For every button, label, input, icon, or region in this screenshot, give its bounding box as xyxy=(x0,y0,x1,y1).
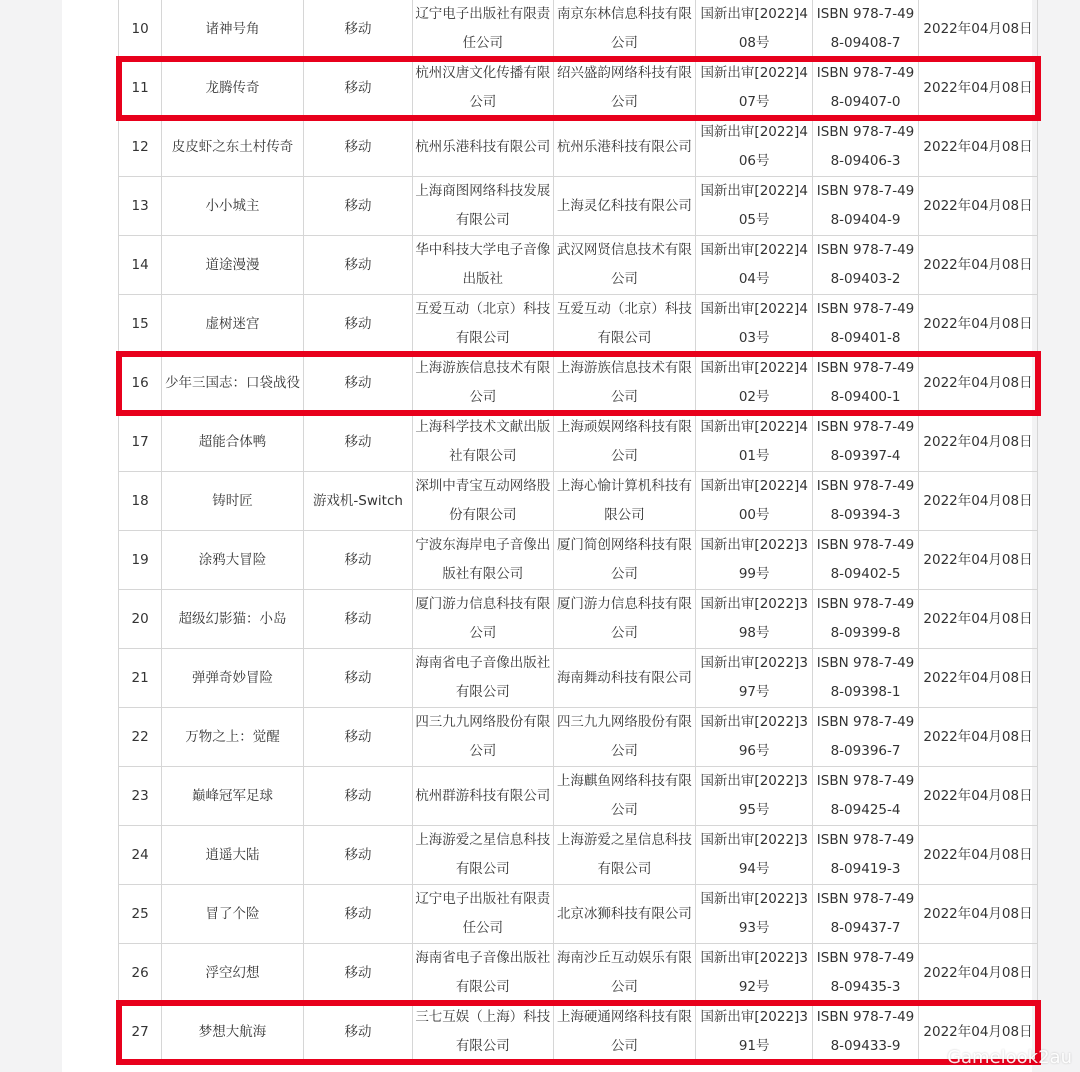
game-name-cell: 小小城主 xyxy=(162,177,304,236)
row-number-cell: 19 xyxy=(119,531,162,590)
approval-number-cell: 国新出审[2022]393号 xyxy=(696,885,813,944)
approval-date-cell: 2022年04月08日 xyxy=(919,1003,1038,1062)
approval-number-cell: 国新出审[2022]397号 xyxy=(696,649,813,708)
row-number-cell: 17 xyxy=(119,413,162,472)
platform-cell: 移动 xyxy=(303,118,412,177)
approval-date-cell: 2022年04月08日 xyxy=(919,472,1038,531)
table-row xyxy=(119,236,1038,295)
platform-cell: 移动 xyxy=(303,177,412,236)
isbn-cell: ISBN 978-7-498-09398-1 xyxy=(813,649,919,708)
approval-number-cell: 国新出审[2022]394号 xyxy=(696,826,813,885)
publisher-cell: 杭州群游科技有限公司 xyxy=(413,767,554,826)
game-name-cell: 诸神号角 xyxy=(162,0,304,59)
table-row xyxy=(119,590,1038,649)
isbn-cell: ISBN 978-7-498-09403-2 xyxy=(813,236,919,295)
platform-cell: 移动 xyxy=(303,59,412,118)
row-number-cell: 12 xyxy=(119,118,162,177)
platform-cell: 移动 xyxy=(303,295,412,354)
isbn-cell: ISBN 978-7-498-09397-4 xyxy=(813,413,919,472)
approval-date-cell: 2022年04月08日 xyxy=(919,885,1038,944)
table-row xyxy=(119,1003,1038,1062)
publisher-cell: 杭州乐港科技有限公司 xyxy=(413,118,554,177)
operator-cell: 北京冰狮科技有限公司 xyxy=(553,885,696,944)
operator-cell: 武汉网贤信息技术有限公司 xyxy=(553,236,696,295)
row-number-cell: 25 xyxy=(119,885,162,944)
row-number-cell: 23 xyxy=(119,767,162,826)
row-number-cell: 21 xyxy=(119,649,162,708)
row-number-cell: 11 xyxy=(119,59,162,118)
approval-date-cell: 2022年04月08日 xyxy=(919,944,1038,1003)
game-name-cell: 龙腾传奇 xyxy=(162,59,304,118)
game-name-cell: 涂鸦大冒险 xyxy=(162,531,304,590)
platform-cell: 移动 xyxy=(303,826,412,885)
table-row xyxy=(119,118,1038,177)
publisher-cell: 厦门游力信息科技有限公司 xyxy=(413,590,554,649)
approval-date-cell: 2022年04月08日 xyxy=(919,354,1038,413)
game-name-cell: 铸时匠 xyxy=(162,472,304,531)
row-number-cell: 14 xyxy=(119,236,162,295)
row-number-cell: 24 xyxy=(119,826,162,885)
operator-cell: 上海游爱之星信息科技有限公司 xyxy=(553,826,696,885)
approval-number-cell: 国新出审[2022]400号 xyxy=(696,472,813,531)
operator-cell: 上海麒鱼网络科技有限公司 xyxy=(553,767,696,826)
game-name-cell: 万物之上：觉醒 xyxy=(162,708,304,767)
isbn-cell: ISBN 978-7-498-09396-7 xyxy=(813,708,919,767)
isbn-cell: ISBN 978-7-498-09433-9 xyxy=(813,1003,919,1062)
operator-cell: 上海灵亿科技有限公司 xyxy=(553,177,696,236)
watermark-text: Gamelook2au xyxy=(947,1047,1072,1068)
game-name-cell: 皮皮虾之东土村传奇 xyxy=(162,118,304,177)
publisher-cell: 上海商图网络科技发展有限公司 xyxy=(413,177,554,236)
operator-cell: 四三九九网络股份有限公司 xyxy=(553,708,696,767)
publisher-cell: 四三九九网络股份有限公司 xyxy=(413,708,554,767)
game-name-cell: 虚树迷宫 xyxy=(162,295,304,354)
publisher-cell: 上海科学技术文献出版社有限公司 xyxy=(413,413,554,472)
platform-cell: 移动 xyxy=(303,531,412,590)
row-number-cell: 15 xyxy=(119,295,162,354)
table-body xyxy=(119,0,1038,1062)
table-row xyxy=(119,708,1038,767)
operator-cell: 互爱互动（北京）科技有限公司 xyxy=(553,295,696,354)
platform-cell: 移动 xyxy=(303,1003,412,1062)
isbn-cell: ISBN 978-7-498-09394-3 xyxy=(813,472,919,531)
approval-date-cell: 2022年04月08日 xyxy=(919,649,1038,708)
operator-cell: 厦门简创网络科技有限公司 xyxy=(553,531,696,590)
row-number-cell: 16 xyxy=(119,354,162,413)
publisher-cell: 互爱互动（北京）科技有限公司 xyxy=(413,295,554,354)
isbn-cell: ISBN 978-7-498-09400-1 xyxy=(813,354,919,413)
publisher-cell: 海南省电子音像出版社有限公司 xyxy=(413,944,554,1003)
platform-cell: 移动 xyxy=(303,413,412,472)
approval-date-cell: 2022年04月08日 xyxy=(919,826,1038,885)
approval-number-cell: 国新出审[2022]395号 xyxy=(696,767,813,826)
operator-cell: 上海心愉计算机科技有限公司 xyxy=(553,472,696,531)
publisher-cell: 华中科技大学电子音像出版社 xyxy=(413,236,554,295)
operator-cell: 上海顽娱网络科技有限公司 xyxy=(553,413,696,472)
row-number-cell: 20 xyxy=(119,590,162,649)
table-row xyxy=(119,413,1038,472)
approval-number-cell: 国新出审[2022]405号 xyxy=(696,177,813,236)
approval-number-cell: 国新出审[2022]403号 xyxy=(696,295,813,354)
operator-cell: 上海硬通网络科技有限公司 xyxy=(553,1003,696,1062)
approval-date-cell: 2022年04月08日 xyxy=(919,295,1038,354)
publisher-cell: 杭州汉唐文化传播有限公司 xyxy=(413,59,554,118)
isbn-cell: ISBN 978-7-498-09406-3 xyxy=(813,118,919,177)
publisher-cell: 上海游爱之星信息科技有限公司 xyxy=(413,826,554,885)
game-name-cell: 超能合体鸭 xyxy=(162,413,304,472)
isbn-cell: ISBN 978-7-498-09419-3 xyxy=(813,826,919,885)
operator-cell: 杭州乐港科技有限公司 xyxy=(553,118,696,177)
row-number-cell: 10 xyxy=(119,0,162,59)
table-row xyxy=(119,649,1038,708)
approval-number-cell: 国新出审[2022]404号 xyxy=(696,236,813,295)
row-number-cell: 22 xyxy=(119,708,162,767)
table-row xyxy=(119,944,1038,1003)
publisher-cell: 宁波东海岸电子音像出版社有限公司 xyxy=(413,531,554,590)
game-name-cell: 少年三国志：口袋战役 xyxy=(162,354,304,413)
approval-table-wrapper xyxy=(118,0,1038,1062)
game-approval-table xyxy=(118,0,1038,1062)
approval-number-cell: 国新出审[2022]406号 xyxy=(696,118,813,177)
isbn-cell: ISBN 978-7-498-09404-9 xyxy=(813,177,919,236)
approval-number-cell: 国新出审[2022]392号 xyxy=(696,944,813,1003)
game-name-cell: 梦想大航海 xyxy=(162,1003,304,1062)
platform-cell: 移动 xyxy=(303,649,412,708)
platform-cell: 移动 xyxy=(303,236,412,295)
approval-date-cell: 2022年04月08日 xyxy=(919,590,1038,649)
operator-cell: 绍兴盛韵网络科技有限公司 xyxy=(553,59,696,118)
table-row xyxy=(119,0,1038,59)
platform-cell: 移动 xyxy=(303,354,412,413)
game-name-cell: 冒了个险 xyxy=(162,885,304,944)
publisher-cell: 辽宁电子出版社有限责任公司 xyxy=(413,885,554,944)
isbn-cell: ISBN 978-7-498-09408-7 xyxy=(813,0,919,59)
approval-date-cell: 2022年04月08日 xyxy=(919,59,1038,118)
game-name-cell: 浮空幻想 xyxy=(162,944,304,1003)
operator-cell: 海南舞动科技有限公司 xyxy=(553,649,696,708)
isbn-cell: ISBN 978-7-498-09437-7 xyxy=(813,885,919,944)
table-row xyxy=(119,472,1038,531)
approval-number-cell: 国新出审[2022]402号 xyxy=(696,354,813,413)
row-number-cell: 27 xyxy=(119,1003,162,1062)
game-name-cell: 弹弹奇妙冒险 xyxy=(162,649,304,708)
operator-cell: 上海游族信息技术有限公司 xyxy=(553,354,696,413)
document-page xyxy=(62,0,1032,1072)
platform-cell: 移动 xyxy=(303,0,412,59)
publisher-cell: 上海游族信息技术有限公司 xyxy=(413,354,554,413)
game-name-cell: 巅峰冠军足球 xyxy=(162,767,304,826)
approval-date-cell: 2022年04月08日 xyxy=(919,531,1038,590)
row-number-cell: 26 xyxy=(119,944,162,1003)
platform-cell: 移动 xyxy=(303,767,412,826)
approval-date-cell: 2022年04月08日 xyxy=(919,118,1038,177)
approval-date-cell: 2022年04月08日 xyxy=(919,767,1038,826)
approval-number-cell: 国新出审[2022]407号 xyxy=(696,59,813,118)
approval-number-cell: 国新出审[2022]399号 xyxy=(696,531,813,590)
game-name-cell: 逍遥大陆 xyxy=(162,826,304,885)
isbn-cell: ISBN 978-7-498-09425-4 xyxy=(813,767,919,826)
table-row xyxy=(119,354,1038,413)
approval-number-cell: 国新出审[2022]401号 xyxy=(696,413,813,472)
approval-number-cell: 国新出审[2022]398号 xyxy=(696,590,813,649)
publisher-cell: 辽宁电子出版社有限责任公司 xyxy=(413,0,554,59)
platform-cell: 移动 xyxy=(303,944,412,1003)
platform-cell: 游戏机-Switch xyxy=(303,472,412,531)
approval-number-cell: 国新出审[2022]408号 xyxy=(696,0,813,59)
table-row xyxy=(119,295,1038,354)
game-name-cell: 道途漫漫 xyxy=(162,236,304,295)
game-name-cell: 超级幻影猫：小岛 xyxy=(162,590,304,649)
platform-cell: 移动 xyxy=(303,590,412,649)
platform-cell: 移动 xyxy=(303,708,412,767)
table-row xyxy=(119,59,1038,118)
isbn-cell: ISBN 978-7-498-09399-8 xyxy=(813,590,919,649)
isbn-cell: ISBN 978-7-498-09402-5 xyxy=(813,531,919,590)
row-number-cell: 13 xyxy=(119,177,162,236)
table-row xyxy=(119,531,1038,590)
approval-date-cell: 2022年04月08日 xyxy=(919,177,1038,236)
approval-date-cell: 2022年04月08日 xyxy=(919,236,1038,295)
table-row xyxy=(119,767,1038,826)
row-number-cell: 18 xyxy=(119,472,162,531)
approval-date-cell: 2022年04月08日 xyxy=(919,708,1038,767)
operator-cell: 海南沙丘互动娱乐有限公司 xyxy=(553,944,696,1003)
platform-cell: 移动 xyxy=(303,885,412,944)
publisher-cell: 三七互娱（上海）科技有限公司 xyxy=(413,1003,554,1062)
approval-date-cell: 2022年04月08日 xyxy=(919,413,1038,472)
isbn-cell: ISBN 978-7-498-09435-3 xyxy=(813,944,919,1003)
isbn-cell: ISBN 978-7-498-09401-8 xyxy=(813,295,919,354)
publisher-cell: 海南省电子音像出版社有限公司 xyxy=(413,649,554,708)
operator-cell: 南京东林信息科技有限公司 xyxy=(553,0,696,59)
approval-date-cell: 2022年04月08日 xyxy=(919,0,1038,59)
publisher-cell: 深圳中青宝互动网络股份有限公司 xyxy=(413,472,554,531)
table-row xyxy=(119,885,1038,944)
approval-number-cell: 国新出审[2022]396号 xyxy=(696,708,813,767)
table-row xyxy=(119,177,1038,236)
approval-number-cell: 国新出审[2022]391号 xyxy=(696,1003,813,1062)
table-row xyxy=(119,826,1038,885)
operator-cell: 厦门游力信息科技有限公司 xyxy=(553,590,696,649)
isbn-cell: ISBN 978-7-498-09407-0 xyxy=(813,59,919,118)
